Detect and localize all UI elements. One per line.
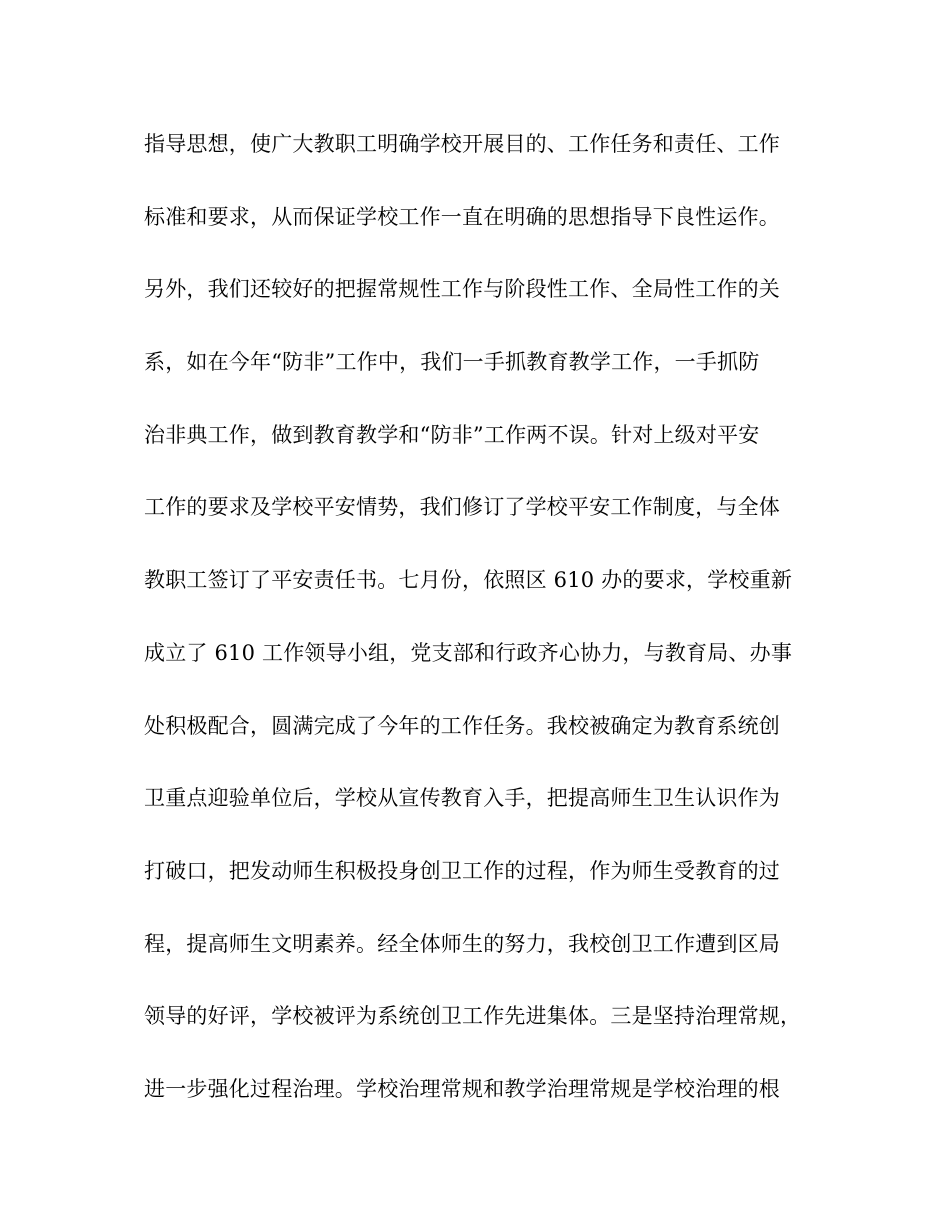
text-line: 成立了 610 工作领导小组，党支部和行政齐心协力，与教育局、办事 [144, 640, 793, 665]
text-line: 进一步强化过程治理。学校治理常规和教学治理常规是学校治理的根 [144, 1076, 780, 1101]
text-line: 系，如在今年“防非”工作中，我们一手抓教育教学工作，一手抓防 [144, 350, 760, 375]
text-line: 卫重点迎验单位后，学校从宣传教育入手，把提高师生卫生认识作为 [144, 786, 780, 811]
body-text [144, 118, 814, 1136]
text-line: 标准和要求，从而保证学校工作一直在明确的思想指导下良性运作。 [144, 204, 780, 229]
text-line: 工作的要求及学校平安情势，我们修订了学校平安工作制度，与全体 [144, 495, 780, 520]
text-line: 教职工签订了平安责任书。七月份，依照区 610 办的要求，学校重新 [144, 568, 793, 593]
text-line: 领导的好评，学校被评为系统创卫工作先进集体。三是坚持治理常规， [144, 1004, 802, 1029]
text-line: 打破口，把发动师生积极投身创卫工作的过程，作为师生受教育的过 [144, 858, 780, 883]
text-line: 程，提高师生文明素养。经全体师生的努力，我校创卫工作遭到区局 [144, 931, 780, 956]
text-line: 治非典工作，做到教育教学和“防非”工作两不误。针对上级对平安 [144, 422, 760, 447]
text-line: 另外，我们还较好的把握常规性工作与阶段性工作、全局性工作的关 [144, 277, 780, 302]
text-line: 指导思想，使广大教职工明确学校开展目的、工作任务和责任、工作 [144, 132, 780, 156]
text-line: 处积极配合，圆满完成了今年的工作任务。我校被确定为教育系统创 [144, 713, 780, 738]
